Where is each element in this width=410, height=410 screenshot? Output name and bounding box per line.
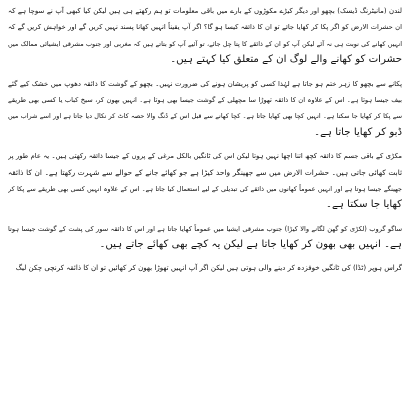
text-line: حشرات کو کھانے والے لوگ ان کے متعلق کیا کہتے ہیں۔: [170, 54, 402, 66]
text-line: ثابت کھائی جاتی ہیں۔ حشرات الارض میں سے جھینگر واحد کیڑا ہے جو کھائے جانے کے حوالے سے شہرت رکھتا ہے۔ ان کا ذائقہ: [8, 167, 402, 177]
text-line: بیف جیسا ہوتا ہے۔ اس کے علاوہ ان کا ذائقہ تھوڑا سا مچھلی کے گوشت جیسا بھی ہوتا ہے۔ انہیں بھون کر، سیخ کباب یا کسی بھی طریقے: [8, 95, 402, 104]
paragraph-grasshopper: [8, 260, 402, 276]
text-line: پکانے سے بچھو کا زہر ختم ہو جاتا ہے لہٰذا کسی کو پریشان ہونے کی ضرورت نہیں۔ بچھو کے گوشت کا ذائقہ دھوپ میں خشک کیے گئے: [8, 79, 402, 88]
text-line: جھینگے جیسا ہوتا ہے اور انہیں عموماً کھانوں میں ذائقے کی تبدیلی کے لیے استعمال کیا جاتا ہے۔ اس کے علاوہ انہیں کسی بھی طریقے سے پکا کر: [8, 184, 402, 193]
paragraph-intro: [8, 3, 402, 69]
text-line: ڈبو کر کھایا جاتا ہے۔: [314, 126, 402, 138]
paragraph-scorpion: [8, 76, 402, 142]
text-line: ان حشرات الارض کو اگر پکا کر کھایا جائے تو ان کا ذائقہ کیسا ہو گا؟ اگر آپ یقیناً انہیں کھانا پسند نہیں کریں گے اور خواہش کریں گے کہ: [8, 23, 402, 32]
text-line: سے پکا کر کھایا جا سکتا ہے۔ انہیں کچا بھی کھایا جاتا ہے۔ کچا کھانے سے قبل اس کے ڈنگ والا حصہ کاٹ کر نکال دیا جاتا ہے اور اسے شراب میں: [8, 112, 402, 121]
paragraph-spider-cricket: [8, 148, 402, 214]
text-line: کھایا جا سکتا ہے۔: [326, 199, 402, 211]
text-line: مکڑی کے باقی جسم کا ذائقہ کچھ اتنا اچھا نہیں ہوتا لیکن اس کی ٹانگیں بالکل مرغی کے پروں کے جیسا ذائقہ رکھتی ہیں۔ یہ عام طور پر: [8, 152, 402, 161]
text-line: ہے۔ انہیں بھی بھون کر کھایا جاتا ہے لیکن یہ کچے بھی کھائے جاتے ہیں۔: [99, 239, 402, 251]
text-line: انہیں کھانے کی نوبت ہی نہ آئے لیکن آپ کو ان کے ذائقے کا پتا چل جائے، تو آئیے آپ کو بتاتے ہیں کہ مغربی اور جنوب مشرقی ایشیائی ممالک میں: [8, 39, 402, 48]
text-line: ساگو گروب (لکڑی کو گھن لگانے والا کیڑا) جنوب مشرقی ایشیا میں عموماً کھایا جاتا ہے اور اس کا ذائقہ سور کی پشت کے گوشت جیسا ہوتا: [8, 224, 402, 233]
text-line: لندن (مانیٹرنگ ڈیسک) بچھو اور دیگر کیڑے مکوڑوں کے بارے میں باقی معلومات تو ہم رکھتے ہی ہیں لیکن کیا کبھی آپ نے سوچا ہے کہ: [8, 7, 402, 15]
text-line: گراس ہوپر (ٹڈا) کی ٹانگیں خوفزدہ کر دینے والی ہوتی ہیں لیکن اگر آپ انہیں تھوڑا بھون کر کھائیں تو ان کا ذائقہ کرنچی چکن لیگ: [15, 263, 402, 273]
paragraph-sago-grub: [8, 221, 402, 254]
